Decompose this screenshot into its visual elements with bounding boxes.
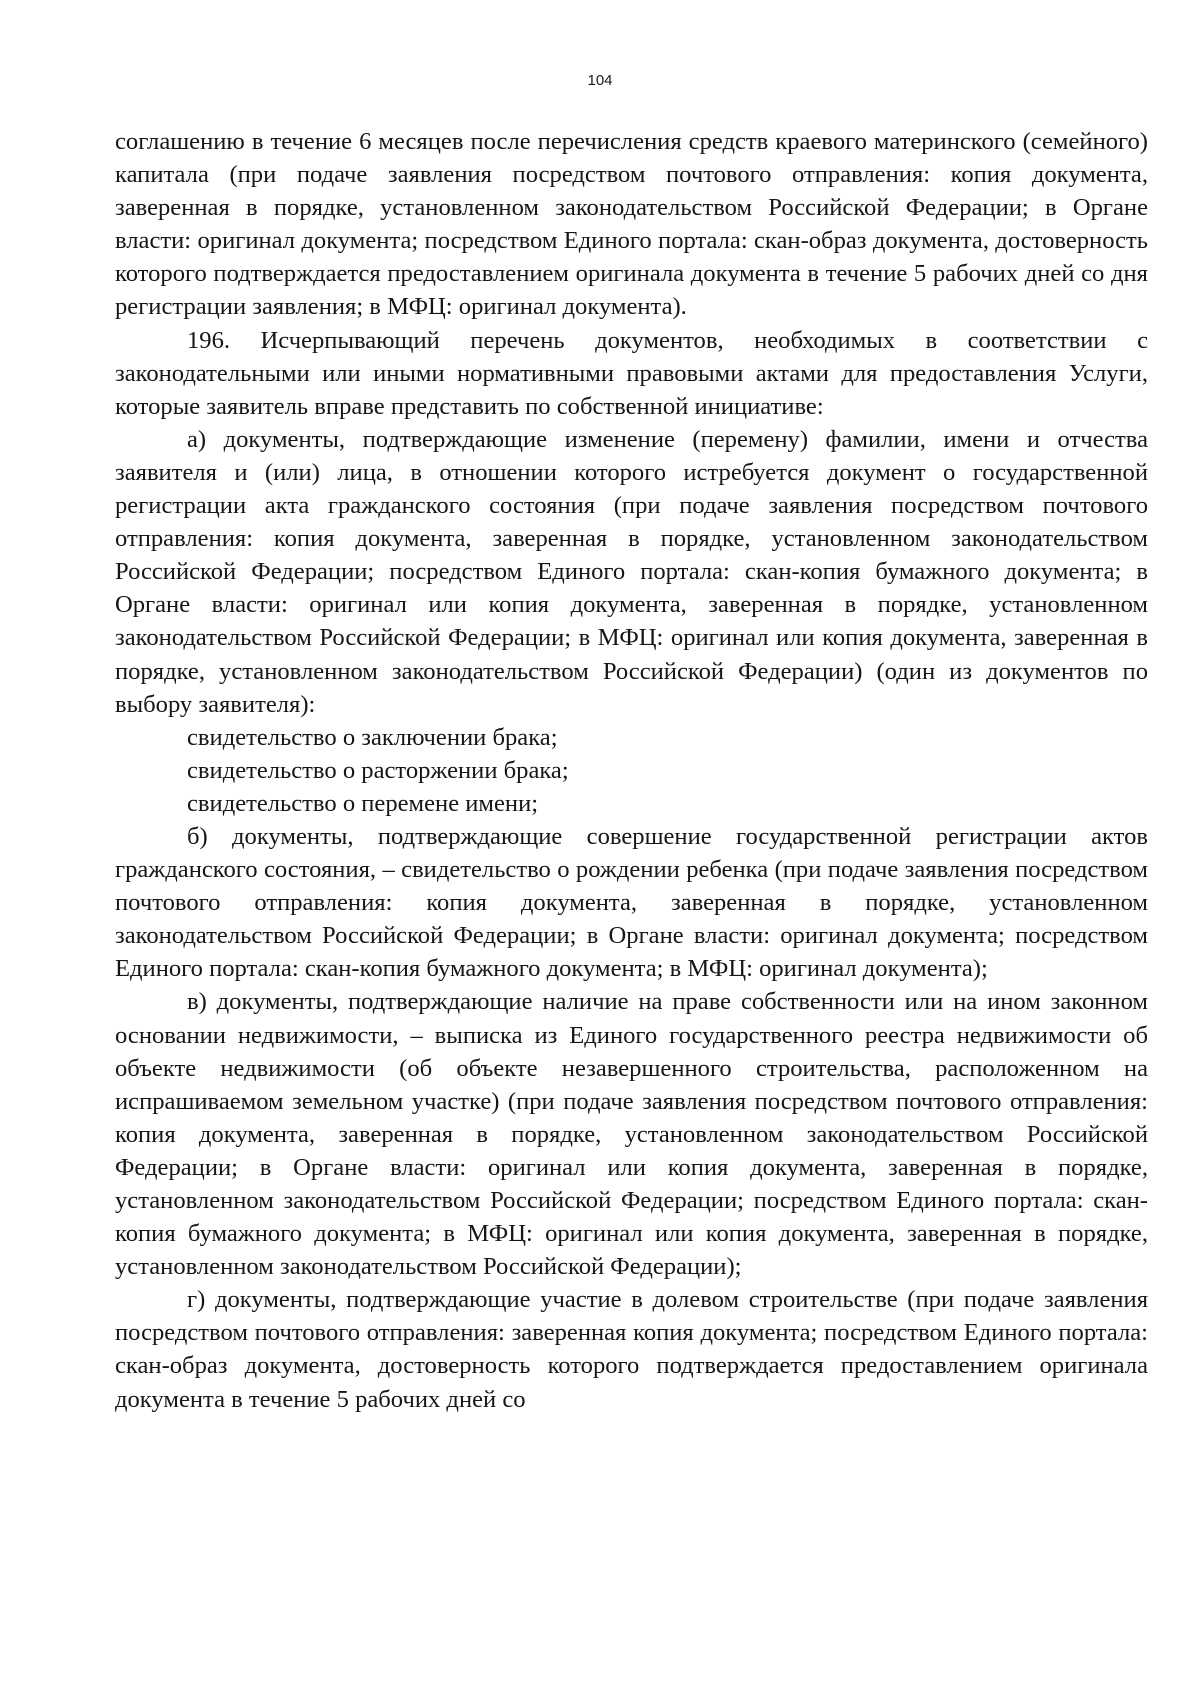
paragraph-196: 196. Исчерпывающий перечень документов, необходимых в соответствии с законодательными или иными нормативными правовыми актами для предоставления Услуги, которые заявитель вправе представить по собственной инициативе: bbox=[115, 326, 1148, 420]
paragraph-item-g: г) документы, подтверждающие участие в долевом строительстве (при подаче заявления посредством почтового отправления: заверенная копия документа; посредством Единого портала: скан-образ документа, достоверность которого подтверждается предоставлением оригинала документа в течение 5 рабочих дней со bbox=[115, 1286, 1148, 1413]
list-item-marriage-certificate: свидетельство о заключении брака; bbox=[187, 723, 558, 751]
paragraph-item-a: а) документы, подтверждающие изменение (перемену) фамилии, имени и отчества заявителя и (или) лица, в отношении которого истребуется документ о государственной регистрации акта гражданского состояния (при подаче заявления посредством почтового отправления: копия документа, заверенная в порядке, установленном законодательством Российской Федерации; посредством Единого портала: скан-копия бумажного документа; в Органе власти: оригинал или копия документа, заверенная в порядке, установленном законодательством Российской Федерации; в МФЦ: оригинал или копия документа, заверенная в порядке, установленном законодательством Российской Федерации) (один из документов по выбору заявителя): bbox=[115, 425, 1148, 718]
page-number: 104 bbox=[587, 72, 613, 89]
paragraph-item-b: б) документы, подтверждающие совершение государственной регистрации актов гражданского состояния, – свидетельство о рождении ребенка (при подаче заявления посредством почтового отправления: копия документа, заверенная в порядке, установленном законодательством Российской Федерации; в Органе власти: оригинал документа; посредством Единого портала: скан-копия бумажного документа; в МФЦ: оригинал документа); bbox=[115, 822, 1148, 983]
list-item-divorce-certificate: свидетельство о расторжении брака; bbox=[187, 756, 569, 784]
paragraph-continuation: соглашению в течение 6 месяцев после перечисления средств краевого материнского (семейного) капитала (при подаче заявления посредством почтового отправления: копия документа, заверенная в порядке, установленном законодательством Российской Федерации; в Органе власти: оригинал документа; посредством Единого портала: скан-образ документа, достоверность которого подтверждается предоставлением оригинала документа в течение 5 рабочих дней со дня регистрации заявления; в МФЦ: оригинал документа). bbox=[115, 128, 1148, 321]
paragraph-item-v: в) документы, подтверждающие наличие на праве собственности или на ином законном основании недвижимости, – выписка из Единого государственного реестра недвижимости об объекте недвижимости (об объекте незавершенного строительства, расположенном на испрашиваемом земельном участке) (при подаче заявления посредством почтового отправления: копия документа, заверенная в порядке, установленном законодательством Российской Федерации; в Органе власти: оригинал или копия документа, заверенная в порядке, установленном законодательством Российской Федерации; посредством Единого портала: скан-копия бумажного документа; в МФЦ: оригинал или копия документа, заверенная в порядке, установленном законодательством Российской Федерации); bbox=[115, 988, 1148, 1281]
list-item-name-change-certificate: свидетельство о перемене имени; bbox=[187, 789, 539, 817]
document-body bbox=[115, 125, 1148, 1416]
